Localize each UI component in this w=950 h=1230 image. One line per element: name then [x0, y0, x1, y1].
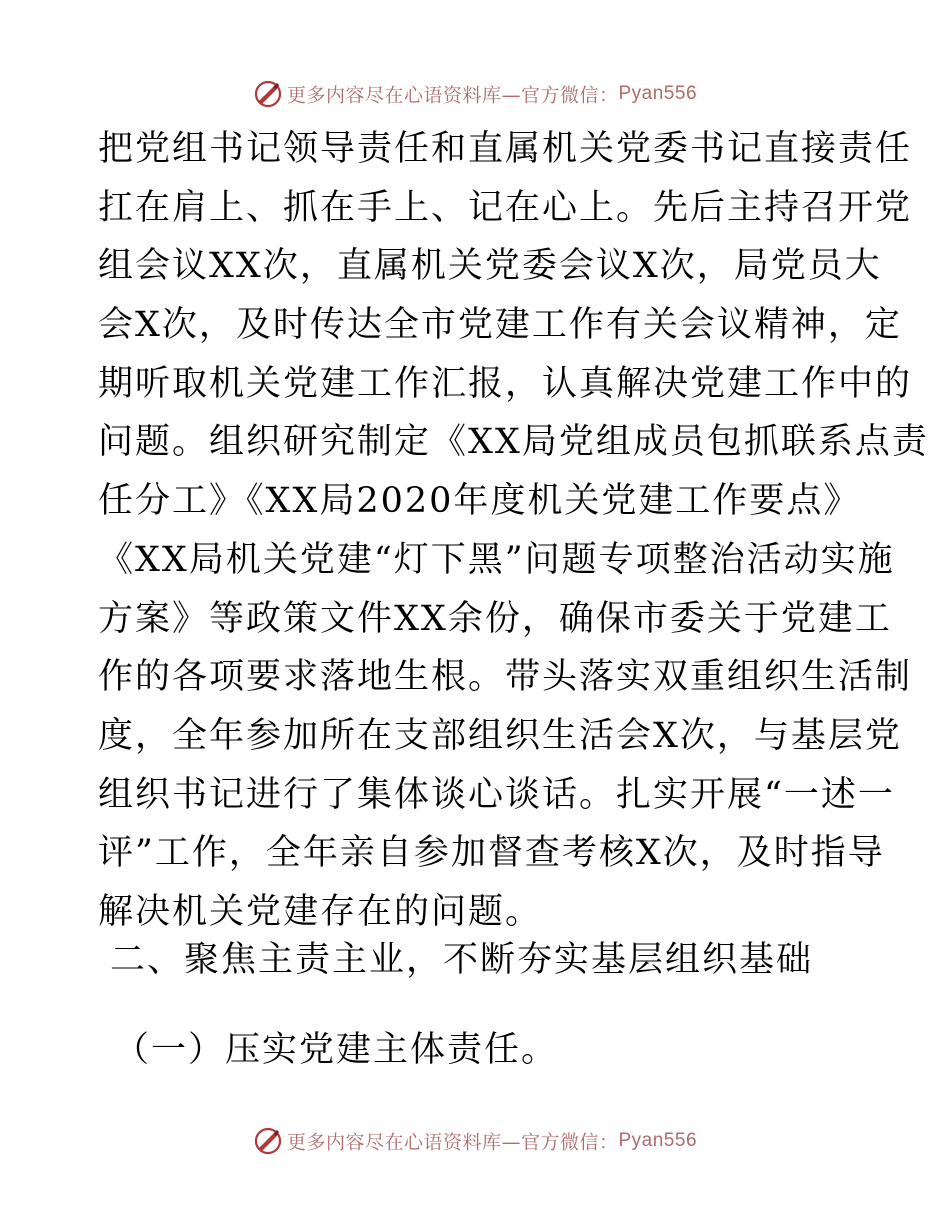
pen-logo-icon	[253, 79, 283, 109]
body-line: 任分工》《XX局2020年度机关党建工作要点》	[98, 481, 861, 522]
body-line: 解决机关党建存在的问题。	[98, 891, 543, 932]
body-line: 作的各项要求落地生根。带头落实双重组织生活制	[98, 657, 913, 698]
body-line: 方案》等政策文件XX余份，确保市委关于党建工	[98, 598, 892, 639]
body-line: 《XX局机关党建“灯下黑”问题专项整治活动实施	[98, 539, 895, 580]
body-line: 问题。组织研究制定《XX局党组成员包抓联系点责	[98, 422, 929, 463]
section-heading: 二、聚焦主责主业，不断夯实基层组织基础	[110, 940, 814, 980]
body-line: 期听取机关党建工作汇报，认真解决党建工作中的	[98, 363, 913, 404]
footer-watermark	[0, 1126, 950, 1156]
pen-logo-icon	[253, 1126, 283, 1156]
body-line: 组会议XX次，直属机关党委会议X次，局党员大	[98, 246, 882, 287]
body-line: 评”工作，全年亲自参加督查考核X次，及时指导	[98, 833, 885, 874]
header-watermark	[0, 79, 950, 109]
watermark-text: 更多内容尽在心语资料库—官方微信：	[286, 1131, 619, 1154]
body-line: 组织书记进行了集体谈心谈话。扎实开展“一述一	[98, 774, 895, 815]
body-line: 度，全年参加所在支部组织生活会X次，与基层党	[98, 715, 902, 756]
watermark-wechat-id: Pyan556	[618, 83, 698, 104]
watermark-wechat-id: Pyan556	[618, 1130, 698, 1151]
body-line: 会X次，及时传达全市党建工作有关会议精神，定	[98, 305, 902, 346]
body-line: 把党组书记领导责任和直属机关党委书记直接责任	[98, 129, 913, 169]
watermark-text: 更多内容尽在心语资料库—官方微信：	[286, 84, 619, 107]
body-line: 扛在肩上、抓在手上、记在心上。先后主持召开党	[98, 187, 913, 228]
sub-heading: （一）压实党建主体责任。	[114, 1030, 559, 1070]
body-paragraph	[98, 120, 929, 942]
